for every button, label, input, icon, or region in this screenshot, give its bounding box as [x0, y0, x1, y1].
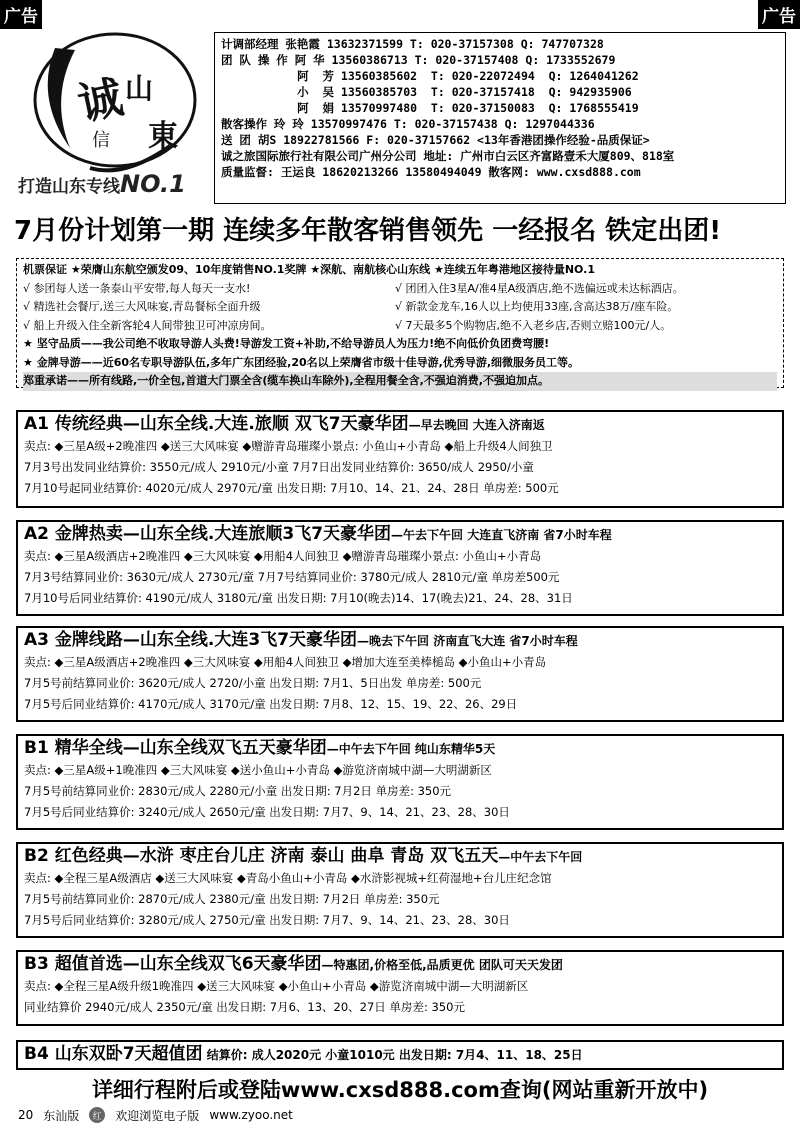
- contact-row: 阿 芳 13560385602 T: 020-22072494 Q: 1264041262: [221, 69, 639, 83]
- package-b3: [16, 950, 784, 1026]
- package-line: 7月3号结算同业价: 3630元/成人 2730元/童 7月7号结算同业价: 3780元/成人 2810元/童 单房差500元: [24, 570, 560, 584]
- package-title: B1 精华全线—山东全线双飞五天豪华团: [24, 738, 327, 758]
- ad-label-right: 广告: [758, 0, 800, 29]
- package-a3: [16, 626, 784, 722]
- package-line: 7月5号前结算同业价: 2870元/成人 2380元/童 出发日期: 7月2日 单房差: 350元: [24, 892, 440, 906]
- package-subtitle: —晚去下午回 济南直飞大连 省7小时车程: [357, 634, 578, 648]
- page-number: 20: [18, 1108, 34, 1122]
- package-line: 7月3号出发同业结算价: 3550元/成人 2910元/小童 7月7日出发同业结算价: 3650/成人 2950/小童: [24, 460, 534, 474]
- page-headline: 7月份计划第一期 连续多年散客销售领先 一经报名 铁定出团!: [14, 216, 722, 246]
- contact-row: 团 队 操 作 阿 华 13560386713 T: 020-37157408 Q: 1733552679: [221, 53, 616, 67]
- features-box: [16, 258, 784, 388]
- logo-slogan: 打造山东专线NO.1: [18, 170, 186, 198]
- package-b1: [16, 734, 784, 830]
- package-subtitle: —中午去下午回 纯山东精华5天: [326, 742, 496, 756]
- contact-row: 散客操作 玲 玲 13570997476 T: 020-37157438 Q: 1297044336: [221, 117, 595, 131]
- package-title: B2 红色经典—水浒 枣庄台儿庄 济南 泰山 曲阜 青岛 双飞五天: [24, 846, 499, 866]
- contact-row: 计调部经理 张艳霞 13632371599 T: 020-37157308 Q: 747707328: [221, 37, 604, 51]
- package-line: 卖点: ◆三星A级酒店+2晚准四 ◆三大风味宴 ◆用船4人间独卫 ◆赠游青岛璀璨小景点: 小鱼山+小青岛: [24, 549, 542, 563]
- edition-badge-icon: 红: [89, 1107, 105, 1123]
- package-line: 卖点: ◆全程三星A级升级1晚准四 ◆送三大风味宴 ◆小鱼山+小青岛 ◆游览济南城中湖—大明湖新区: [24, 979, 529, 993]
- package-b2: [16, 842, 784, 938]
- contact-row: 送 团 胡S 18922781566 F: 020-37157662 <13年香港团操作经验-品质保证>: [221, 133, 650, 147]
- feature-guide: ★ 金牌导游——近60名专职导游队伍,多年广东团经验,20名以上荣膺省市级十佳导游,优秀导游,细微服务员工等。: [23, 355, 580, 369]
- package-line: 7月5号前结算同业价: 2830元/成人 2280元/小童 出发日期: 7月2日 单房差: 350元: [24, 784, 452, 798]
- edition-label: 东汕版: [43, 1108, 80, 1123]
- package-a1: [16, 410, 784, 508]
- contact-row: 阿 娟 13570997480 T: 020-37150083 Q: 1768555419: [221, 101, 639, 115]
- package-line: 7月5号后同业结算价: 3240元/成人 2650元/童 出发日期: 7月7、9、14、21、23、28、30日: [24, 805, 510, 819]
- package-line: 同业结算价 2940元/成人 2350元/童 出发日期: 7月6、13、20、27日 单房差: 350元: [24, 1000, 465, 1014]
- package-b4: [16, 1040, 784, 1070]
- footer-website-notice: 详细行程附后或登陆www.cxsd888.com查询(网站重新开放中): [91, 1078, 709, 1102]
- page-footer: [0, 1104, 800, 1126]
- promo-text: 欢迎浏览电子版: [115, 1108, 200, 1123]
- package-title: A1 传统经典—山东全线.大连.旅顺 双飞7天豪华团: [24, 414, 409, 434]
- package-line: 7月5号后同业结算价: 4170元/成人 3170元/童 出发日期: 7月8、12、15、19、22、26、29日: [24, 697, 518, 711]
- company-address: 诚之旅国际旅行社有限公司广州分公司 地址: 广州市白云区齐富路壹禾大厦809、818室: [221, 149, 675, 163]
- contact-row: 小 吴 13560385703 T: 020-37157418 Q: 942935906: [221, 85, 632, 99]
- package-title: B4 山东双卧7天超值团: [24, 1044, 203, 1064]
- package-subtitle: —午去下午回 大连直飞济南 省7小时车程: [391, 528, 612, 542]
- company-logo: [20, 28, 210, 206]
- package-line: 7月10号后同业结算价: 4190元/成人 3180元/童 出发日期: 7月10(晚去)14、17(晚去)21、24、28、31日: [24, 591, 573, 605]
- package-title: B3 超值首选—山东全线双飞6天豪华团: [24, 954, 322, 974]
- feature-highlights: 机票保证 ★荣膺山东航空颁发09、10年度销售NO.1奖牌 ★深航、南航核心山东线 ★连续五年粤港地区接待量NO.1: [23, 263, 595, 276]
- svg-text:信: 信: [92, 130, 110, 151]
- footer-url[interactable]: www.zyoo.net: [209, 1108, 293, 1122]
- package-line: 卖点: ◆全程三星A级酒店 ◆送三大风味宴 ◆青岛小鱼山+小青岛 ◆水浒影视城+红荷湿地+台儿庄纪念馆: [24, 871, 552, 885]
- feature-pair: √ 参团每人送一条泰山平安带,每人每天一支水! √ 团团入住3星A/准4星A级酒店,绝不选偏远或未达标酒店。: [23, 281, 684, 295]
- logo-swirl-icon: [30, 28, 200, 178]
- package-line: 卖点: ◆三星A级+2晚准四 ◆送三大风味宴 ◆赠游青岛璀璨小景点: 小鱼山+小青岛 ◆船上升级4人间独卫: [24, 439, 553, 453]
- svg-text:東: 東: [148, 119, 178, 154]
- svg-text:山: 山: [125, 72, 154, 105]
- package-subtitle: —早去晚回 大连入济南返: [408, 418, 545, 432]
- feature-quality: ★ 坚守品质——我公司绝不收取导游人头费!导游发工资+补助,不给导游员人为压力!绝不向低价负团费弯腰!: [23, 337, 550, 350]
- package-title: A3 金牌线路—山东全线.大连3飞7天豪华团: [24, 630, 358, 650]
- feature-promise: 郑重承诺——所有线路,一价全包,首道大门票全含(缆车换山车除外),全程用餐全含,不强迫消费,不强迫加点。: [23, 372, 777, 391]
- package-line: 卖点: ◆三星A级+1晚准四 ◆三大风味宴 ◆送小鱼山+小青岛 ◆游览济南城中湖—大明湖新区: [24, 763, 492, 777]
- svg-text:诚: 诚: [73, 71, 128, 131]
- package-line: 卖点: ◆三星A级酒店+2晚准四 ◆三大风味宴 ◆用船4人间独卫 ◆增加大连至美棒槌岛 ◆小鱼山+小青岛: [24, 655, 547, 669]
- package-title: A2 金牌热卖—山东全线.大连旅顺3飞7天豪华团: [24, 524, 392, 544]
- package-subtitle: —中午去下午回: [498, 850, 583, 864]
- package-subtitle: —特惠团,价格至低,品质更优 团队可天天发团: [321, 958, 563, 972]
- feature-pair: √ 船上升级入住全新客轮4人间带独卫可冲凉房间。 √ 7天最多5个购物店,绝不入老乡店,否则立赔100元/人。: [23, 318, 672, 332]
- package-a2: [16, 520, 784, 616]
- contact-box: [214, 32, 786, 204]
- package-line: 7月5号后同业结算价: 3280元/成人 2750元/童 出发日期: 7月7、9、14、21、23、28、30日: [24, 913, 510, 927]
- package-line: 7月10号起同业结算价: 4020元/成人 2970元/童 出发日期: 7月10、14、21、24、28日 单房差: 500元: [24, 481, 559, 495]
- feature-pair: √ 精选社会餐厅,送三大风味宴,青岛餐标全面升级 √ 新款金龙车,16人以上均使用33座,含高达38万/座车险。: [23, 300, 679, 313]
- ad-label-left: 广告: [0, 0, 42, 29]
- quality-supervision: 质量监督: 王运良 18620213266 13580494049 散客网: www.cxsd888.com: [221, 165, 641, 179]
- package-line: 7月5号前结算同业价: 3620元/成人 2720/小童 出发日期: 7月1、5日出发 单房差: 500元: [24, 676, 482, 690]
- package-subtitle: 结算价: 成人2020元 小童1010元 出发日期: 7月4、11、18、25日: [202, 1048, 583, 1062]
